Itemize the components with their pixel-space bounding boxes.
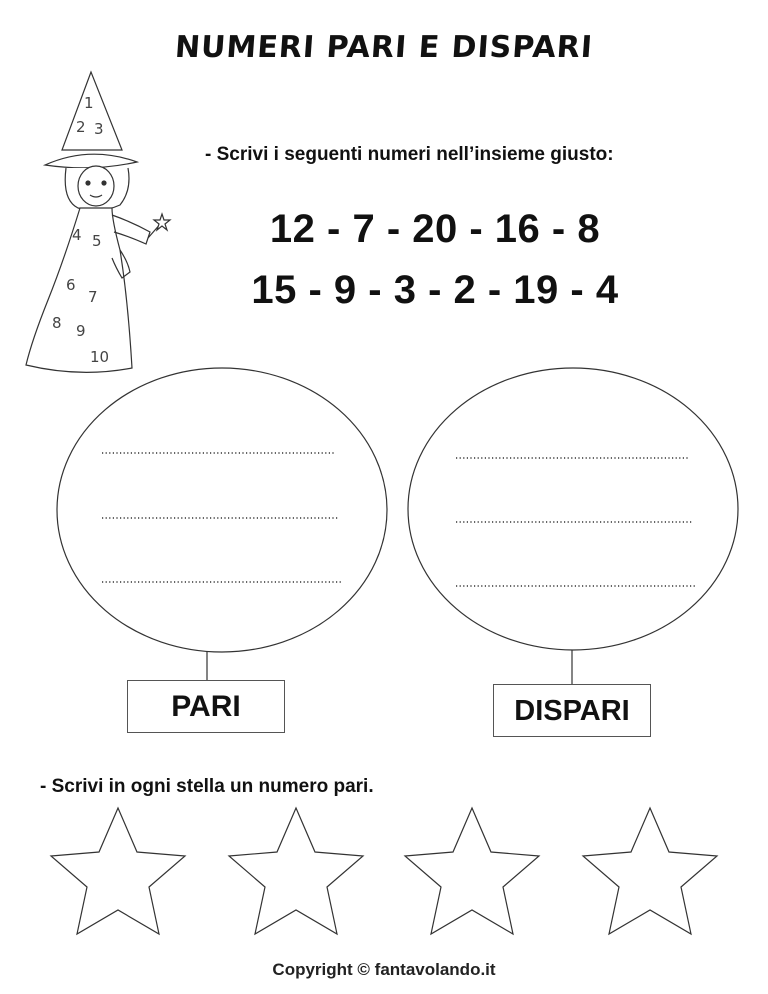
wizard-illustration [26,72,170,372]
copyright: Copyright © fantavolando.it [272,960,496,979]
wizard-number-8: 8 [52,314,62,332]
numbers-row-2: 15 - 9 - 3 - 2 - 19 - 4 [251,268,619,312]
set-even-label: PARI [127,680,285,733]
star-outline-icon[interactable] [229,808,363,934]
page-title: NUMERI PARI E DISPARI [173,30,595,65]
star-outline-icon[interactable] [583,808,717,934]
numbers-row-1: 12 - 7 - 20 - 16 - 8 [269,207,601,251]
wizard-number-2: 2 [76,118,86,136]
set-odd-label: DISPARI [493,684,651,737]
wizard-number-7: 7 [88,288,98,306]
set-even-oval [57,368,387,652]
star-outline-icon[interactable] [405,808,539,934]
wizard-number-9: 9 [76,322,86,340]
set-odd-oval [408,368,738,650]
instruction-stars: - Scrivi in ogni stella un numero pari. [40,776,374,797]
wizard-number-6: 6 [66,276,76,294]
instruction-sets: - Scrivi i seguenti numeri nell’insieme giusto: [205,144,614,165]
wizard-number-1: 1 [84,94,94,112]
wizard-number-3: 3 [94,120,104,138]
star-outline-icon[interactable] [51,808,185,934]
wizard-number-10: 10 [90,348,110,366]
wizard-number-5: 5 [92,232,102,250]
wizard-number-4: 4 [72,226,82,244]
